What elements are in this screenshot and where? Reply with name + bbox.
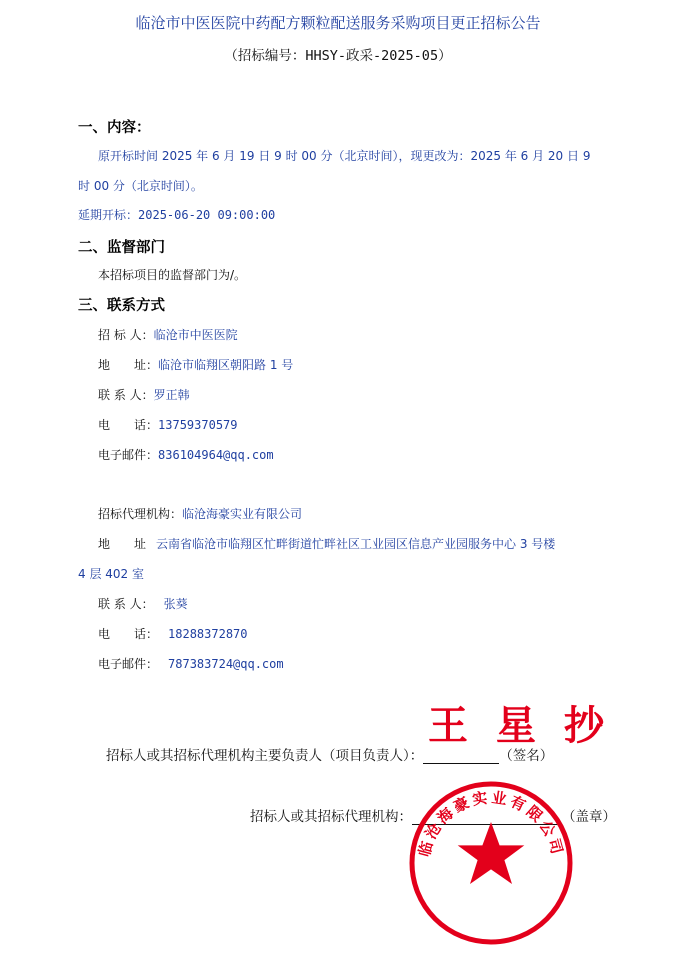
tenderer-email-label: 电子邮件：: [98, 448, 159, 462]
seal-suffix: （盖章）: [562, 809, 616, 825]
tenderer-address-row: [98, 356, 293, 373]
seal-text: 临沧海豪实业有限公司: [415, 788, 567, 859]
company-seal-stamp: [408, 780, 574, 946]
org-seal-label: 招标人或其招标代理机构：: [250, 809, 412, 825]
tenderer-name-value: 临沧市中医医院: [153, 328, 238, 342]
tenderer-name-label: 招 标 人：: [98, 328, 154, 342]
handwritten-signature: 王星抄: [428, 702, 632, 749]
leader-signature-label: 招标人或其招标代理机构主要负责人（项目负责人）：: [106, 748, 424, 764]
tenderer-phone-label: 电 话：: [98, 418, 159, 432]
section-contact-heading: 三、联系方式: [78, 298, 165, 314]
notice-title: 临沧市中医医院中药配方颗粒配送服务采购项目更正招标公告: [135, 14, 541, 32]
agency-name-value: 临沧海豪实业有限公司: [182, 507, 303, 521]
agency-phone-row: [98, 625, 248, 642]
leader-signature-row: [106, 744, 553, 764]
section-supervision-heading: 二、监督部门: [78, 240, 165, 256]
agency-email-label: 电子邮件：: [98, 657, 159, 671]
tenderer-name-row: [98, 326, 238, 343]
bid-number: （招标编号：HHSY-政采-2025-05）: [224, 48, 452, 64]
signature-line: [423, 749, 499, 764]
tenderer-contact-value: 罗正韩: [153, 388, 190, 402]
tenderer-address-label: 地 址：: [98, 358, 159, 372]
tenderer-contact-row: [98, 386, 190, 403]
agency-phone-label: 电 话：: [98, 627, 159, 641]
agency-email-row: [98, 655, 284, 672]
agency-address-label: 地 址: [98, 537, 147, 551]
tenderer-email-value: 836104964@qq.com: [158, 448, 274, 462]
agency-name-row: [98, 505, 302, 522]
agency-contact-row: [98, 595, 188, 612]
section-content-heading: 一、内容：: [78, 120, 151, 136]
agency-phone-value: 18288372870: [168, 627, 248, 641]
tenderer-email-row: [98, 446, 274, 463]
tenderer-phone-value: 13759370579: [158, 418, 238, 432]
delay-opening-value: 2025-06-20 09:00:00: [138, 208, 276, 222]
delay-opening-row: [78, 206, 275, 223]
agency-contact-value: 张葵: [163, 597, 188, 611]
agency-name-label: 招标代理机构：: [98, 507, 183, 521]
star-icon: [458, 822, 525, 884]
agency-address-line-2: 4 层 402 室: [78, 567, 144, 581]
supervision-text: 本招标项目的监督部门为/。: [98, 268, 247, 282]
agency-address-row: [98, 535, 555, 552]
content-line-1: 原开标时间 2025 年 6 月 19 日 9 时 00 分（北京时间），现更改为：2025 年 6 月 20 日 9: [98, 149, 591, 163]
tenderer-address-value: 临沧市临翔区朝阳路 1 号: [158, 358, 294, 372]
delay-opening-label: 延期开标：: [78, 208, 139, 222]
agency-address-line-1: 云南省临沧市临翔区忙畔街道忙畔社区工业园区信息产业园服务中心 3 号楼: [156, 537, 556, 551]
agency-email-value: 787383724@qq.com: [168, 657, 284, 671]
agency-contact-label: 联 系 人：: [98, 597, 154, 611]
tenderer-phone-row: [98, 416, 238, 433]
signature-suffix: （签名）: [499, 748, 554, 764]
tenderer-contact-label: 联 系 人：: [98, 388, 154, 402]
content-line-2: 时 00 分（北京时间）。: [78, 179, 203, 193]
